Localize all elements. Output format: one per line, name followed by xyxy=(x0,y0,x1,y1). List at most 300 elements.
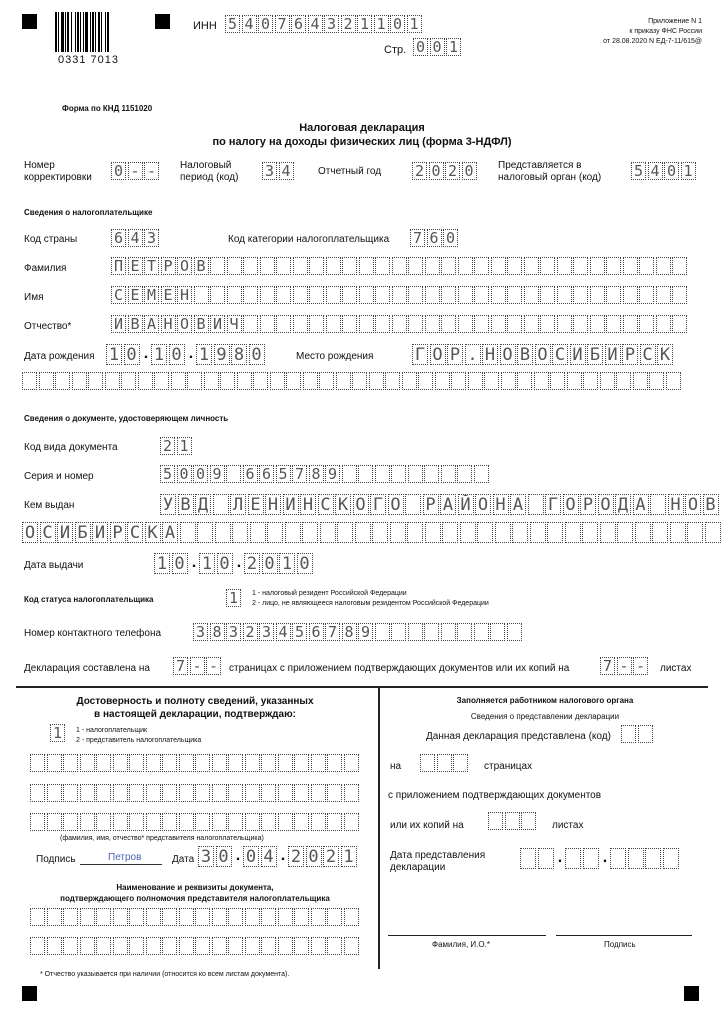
char-cell xyxy=(80,813,95,831)
char-cell: 2 xyxy=(323,846,339,867)
char-cell: 7 xyxy=(275,15,290,33)
issue-date-label: Дата выдачи xyxy=(24,560,84,571)
presented-code-field[interactable] xyxy=(621,725,654,743)
char-cell xyxy=(408,257,423,275)
char-cell xyxy=(392,286,407,304)
char-cell: 2 xyxy=(341,15,356,33)
declaration-date-field[interactable] xyxy=(198,846,358,867)
with-docs-label: с приложением подтверждающих документов xyxy=(388,790,602,801)
patronymic-field[interactable] xyxy=(111,315,689,333)
char-cell xyxy=(705,522,721,543)
char-cell: 7 xyxy=(410,229,425,247)
char-cell xyxy=(96,784,111,802)
char-cell xyxy=(458,257,473,275)
char-cell: О xyxy=(388,494,404,515)
char-cell xyxy=(162,908,177,926)
char-cell: - xyxy=(190,657,205,675)
char-cell xyxy=(320,522,336,543)
char-cell: 1 xyxy=(226,589,241,607)
char-cell xyxy=(243,257,258,275)
category-field[interactable] xyxy=(410,229,460,247)
char-cell: У xyxy=(160,494,176,515)
representative-name-line-1[interactable] xyxy=(30,754,360,772)
appendix-line-1: Приложение N 1 xyxy=(648,18,702,25)
char-cell: И xyxy=(57,522,73,543)
submit-date-label: Дата представления xyxy=(390,850,486,861)
char-cell: 7 xyxy=(600,657,615,675)
issued-by-field[interactable] xyxy=(160,494,720,515)
official-subtitle: Сведения о представлении декларации xyxy=(470,712,620,721)
char-cell: А xyxy=(144,315,159,333)
char-cell xyxy=(129,813,144,831)
inn-field[interactable] xyxy=(225,15,423,33)
representative-name-line-3[interactable] xyxy=(30,813,360,831)
char-cell xyxy=(179,784,194,802)
char-cell xyxy=(540,286,555,304)
char-cell xyxy=(520,848,536,869)
surname-field[interactable] xyxy=(111,257,689,275)
char-cell: 6 xyxy=(309,623,324,641)
char-cell: 6 xyxy=(259,465,274,483)
char-cell: Д xyxy=(195,494,211,515)
char-cell xyxy=(344,937,359,955)
status-label: Код статуса налогоплательщика xyxy=(24,595,154,604)
char-cell xyxy=(232,522,248,543)
char-cell: О xyxy=(177,315,192,333)
char-cell xyxy=(488,812,503,830)
char-cell: А xyxy=(162,522,178,543)
char-cell xyxy=(402,372,417,390)
form-subtitle: по налогу на доходы физических лиц (форма 3-НДФЛ) xyxy=(212,136,512,148)
char-cell xyxy=(30,784,45,802)
birthplace-field-line-2[interactable] xyxy=(22,372,682,390)
char-cell xyxy=(495,522,511,543)
doc-title-2: подтверждающего полномочия представителя налогоплательщика xyxy=(60,894,330,903)
char-cell xyxy=(583,848,599,869)
char-cell: 0 xyxy=(172,553,188,574)
char-cell xyxy=(457,465,472,483)
char-cell xyxy=(670,522,686,543)
char-cell xyxy=(237,372,252,390)
char-cell xyxy=(540,257,555,275)
char-cell xyxy=(228,754,243,772)
char-cell xyxy=(63,754,78,772)
char-cell xyxy=(96,754,111,772)
char-cell xyxy=(656,257,671,275)
correction-field[interactable] xyxy=(111,162,161,180)
char-cell xyxy=(441,623,456,641)
char-cell xyxy=(129,908,144,926)
char-cell: 5 xyxy=(225,15,240,33)
char-cell xyxy=(146,784,161,802)
barcode-bar xyxy=(98,12,100,52)
char-cell: 0 xyxy=(193,465,208,483)
char-cell: 1 xyxy=(106,344,122,365)
char-cell xyxy=(294,813,309,831)
char-cell xyxy=(408,623,423,641)
char-cell: - xyxy=(128,162,143,180)
char-cell: 0 xyxy=(297,553,313,574)
char-cell xyxy=(187,372,202,390)
char-cell xyxy=(573,286,588,304)
char-cell: Р xyxy=(580,494,596,515)
char-cell xyxy=(623,286,638,304)
char-cell: 2 xyxy=(160,437,175,455)
char-cell xyxy=(650,494,666,515)
char-cell: 0 xyxy=(430,38,445,56)
char-cell xyxy=(105,372,120,390)
char-cell xyxy=(212,937,227,955)
char-cell xyxy=(278,813,293,831)
barcode-bar xyxy=(101,12,102,52)
char-cell: - xyxy=(144,162,159,180)
char-cell xyxy=(435,372,450,390)
char-cell xyxy=(391,623,406,641)
char-cell xyxy=(243,286,258,304)
representative-name-line-2[interactable] xyxy=(30,784,360,802)
char-cell xyxy=(524,257,539,275)
char-cell xyxy=(63,937,78,955)
char-cell: С xyxy=(318,494,334,515)
char-cell: 0 xyxy=(243,846,259,867)
char-cell xyxy=(565,522,581,543)
char-cell: 6 xyxy=(243,465,258,483)
period-field[interactable] xyxy=(262,162,295,180)
official-pages-field[interactable] xyxy=(420,754,470,772)
char-cell: 7 xyxy=(292,465,307,483)
char-cell xyxy=(663,848,679,869)
barcode-bar xyxy=(80,12,81,52)
barcode-bar xyxy=(85,12,88,52)
date-separator: . xyxy=(557,849,563,866)
char-cell xyxy=(285,522,301,543)
char-cell: Е xyxy=(128,286,143,304)
char-cell: В xyxy=(178,494,194,515)
char-cell xyxy=(639,257,654,275)
char-cell xyxy=(540,315,555,333)
char-cell: 1 xyxy=(154,553,170,574)
char-cell xyxy=(309,286,324,304)
char-cell: 9 xyxy=(214,344,230,365)
char-cell: С xyxy=(40,522,56,543)
char-cell xyxy=(425,315,440,333)
char-cell xyxy=(327,813,342,831)
char-cell: Г xyxy=(545,494,561,515)
name-field[interactable] xyxy=(111,286,689,304)
issued-by-field-line-2[interactable] xyxy=(22,522,722,543)
char-cell xyxy=(507,257,522,275)
char-cell xyxy=(610,848,626,869)
char-cell: 1 xyxy=(407,15,422,33)
char-cell: 3 xyxy=(193,623,208,641)
char-cell: 6 xyxy=(111,229,126,247)
char-cell xyxy=(557,257,572,275)
presented-label: Данная декларация представлена (код) xyxy=(426,731,611,742)
pages-count-field[interactable] xyxy=(173,657,223,675)
char-cell xyxy=(557,286,572,304)
char-cell: 1 xyxy=(177,437,192,455)
char-cell xyxy=(47,937,62,955)
char-cell xyxy=(359,286,374,304)
country-label: Код страны xyxy=(24,234,78,245)
birthplace-field[interactable] xyxy=(412,344,675,365)
char-cell xyxy=(453,754,468,772)
official-sheets-field[interactable] xyxy=(488,812,538,830)
char-cell xyxy=(278,937,293,955)
char-cell: 7 xyxy=(325,623,340,641)
char-cell xyxy=(195,908,210,926)
char-cell: 4 xyxy=(261,846,277,867)
birthdate-field[interactable] xyxy=(106,344,266,365)
char-cell xyxy=(375,315,390,333)
char-cell xyxy=(635,522,651,543)
correction-label-2: корректировки xyxy=(24,172,92,183)
char-cell xyxy=(327,908,342,926)
char-cell xyxy=(460,522,476,543)
char-cell xyxy=(121,372,136,390)
surname-label: Фамилия xyxy=(24,263,67,274)
char-cell: 1 xyxy=(199,553,215,574)
char-cell xyxy=(276,257,291,275)
char-cell: Б xyxy=(587,344,603,365)
char-cell xyxy=(311,784,326,802)
char-cell xyxy=(501,372,516,390)
char-cell xyxy=(505,812,520,830)
char-cell xyxy=(336,372,351,390)
char-cell: И xyxy=(570,344,586,365)
phone-field[interactable] xyxy=(193,623,523,641)
sign-line xyxy=(556,935,692,936)
patronymic-label: Отчество* xyxy=(24,321,72,332)
column-divider xyxy=(378,687,380,969)
sheets-count-field[interactable] xyxy=(600,657,650,675)
authority-doc-line-2[interactable] xyxy=(30,937,360,955)
char-cell xyxy=(425,286,440,304)
char-cell xyxy=(507,286,522,304)
char-cell xyxy=(63,908,78,926)
char-cell xyxy=(228,908,243,926)
appendix-line-2: к приказу ФНС России xyxy=(629,28,702,35)
char-cell xyxy=(253,372,268,390)
confirm-code-field[interactable] xyxy=(50,724,67,742)
status-field[interactable] xyxy=(226,589,243,607)
char-cell: 3 xyxy=(259,623,274,641)
char-cell: 7 xyxy=(173,657,188,675)
doc-type-field[interactable] xyxy=(160,437,193,455)
char-cell: О xyxy=(430,344,446,365)
char-cell xyxy=(337,522,353,543)
char-cell xyxy=(582,522,598,543)
char-cell xyxy=(195,813,210,831)
char-cell xyxy=(524,286,539,304)
pages-label-2: страницах с приложением подтверждающих документов или их копий на xyxy=(229,663,570,674)
country-field[interactable] xyxy=(111,229,161,247)
submit-date-field[interactable] xyxy=(520,848,680,869)
char-cell xyxy=(474,315,489,333)
char-cell: 1 xyxy=(374,15,389,33)
char-cell xyxy=(359,315,374,333)
char-cell xyxy=(250,522,266,543)
char-cell: 3 xyxy=(144,229,159,247)
char-cell xyxy=(344,784,359,802)
char-cell xyxy=(96,937,111,955)
corner-marker xyxy=(155,14,170,29)
char-cell xyxy=(113,937,128,955)
char-cell: - xyxy=(206,657,221,675)
char-cell xyxy=(30,813,45,831)
page-label: Стр. xyxy=(384,44,407,56)
char-cell xyxy=(162,937,177,955)
name-label: Имя xyxy=(24,292,44,303)
char-cell xyxy=(567,372,582,390)
series-label: Серия и номер xyxy=(24,471,94,482)
char-cell xyxy=(458,286,473,304)
char-cell: О xyxy=(685,494,701,515)
footnote: * Отчество указывается при наличии (относится ко всем листам документа). xyxy=(40,971,290,978)
char-cell: Р xyxy=(447,344,463,365)
char-cell xyxy=(521,812,536,830)
char-cell: Д xyxy=(615,494,631,515)
char-cell xyxy=(530,522,546,543)
char-cell xyxy=(375,623,390,641)
char-cell xyxy=(517,372,532,390)
char-cell: 1 xyxy=(446,38,461,56)
char-cell: О xyxy=(563,494,579,515)
char-cell xyxy=(352,372,367,390)
char-cell xyxy=(294,937,309,955)
char-cell xyxy=(491,257,506,275)
date-separator: . xyxy=(602,849,608,866)
char-cell: Е xyxy=(248,494,264,515)
char-cell xyxy=(180,522,196,543)
copies-label: или их копий на xyxy=(390,820,464,831)
char-cell: И xyxy=(210,315,225,333)
char-cell xyxy=(47,754,62,772)
char-cell: Н xyxy=(493,494,509,515)
organ-field[interactable] xyxy=(631,162,697,180)
char-cell: О xyxy=(22,522,38,543)
char-cell xyxy=(267,522,283,543)
char-cell: Т xyxy=(144,257,159,275)
char-cell xyxy=(369,372,384,390)
char-cell xyxy=(261,937,276,955)
char-cell: В xyxy=(703,494,719,515)
corner-marker xyxy=(684,986,699,1001)
char-cell: 0 xyxy=(216,846,232,867)
char-cell xyxy=(96,813,111,831)
char-cell xyxy=(474,465,489,483)
date-separator: . xyxy=(191,554,197,571)
char-cell xyxy=(197,522,213,543)
char-cell: 0 xyxy=(217,553,233,574)
char-cell xyxy=(407,522,423,543)
char-cell: 0 xyxy=(262,553,278,574)
char-cell: 0 xyxy=(111,162,126,180)
char-cell: Л xyxy=(230,494,246,515)
char-cell: . xyxy=(465,344,481,365)
char-cell: О xyxy=(177,257,192,275)
barcode-bar xyxy=(67,12,69,52)
char-cell xyxy=(319,372,334,390)
barcode-bar xyxy=(55,12,57,52)
official-sheets-label: листах xyxy=(552,820,584,831)
year-field[interactable] xyxy=(412,162,478,180)
authority-doc-line-1[interactable] xyxy=(30,908,360,926)
char-cell xyxy=(129,937,144,955)
char-cell: 2 xyxy=(288,846,304,867)
corner-marker xyxy=(22,986,37,1001)
char-cell xyxy=(583,372,598,390)
page-number-field[interactable] xyxy=(413,38,463,56)
char-cell xyxy=(113,784,128,802)
birthplace-label: Место рождения xyxy=(296,351,374,362)
char-cell xyxy=(80,908,95,926)
char-cell: 9 xyxy=(358,623,373,641)
char-cell xyxy=(355,522,371,543)
char-cell xyxy=(590,286,605,304)
doc-title: Наименование и реквизиты документа, xyxy=(116,883,274,892)
correction-label: Номер xyxy=(24,160,55,171)
char-cell: М xyxy=(144,286,159,304)
char-cell xyxy=(47,813,62,831)
char-cell xyxy=(227,257,242,275)
char-cell xyxy=(146,813,161,831)
char-cell xyxy=(39,372,54,390)
char-cell xyxy=(260,315,275,333)
char-cell: 0 xyxy=(258,15,273,33)
char-cell xyxy=(278,908,293,926)
char-cell xyxy=(342,315,357,333)
char-cell xyxy=(146,937,161,955)
char-cell: 8 xyxy=(342,623,357,641)
char-cell: К xyxy=(145,522,161,543)
char-cell: В xyxy=(194,315,209,333)
char-cell: Р xyxy=(622,344,638,365)
series-field[interactable] xyxy=(160,465,490,483)
char-cell: 0 xyxy=(169,344,185,365)
char-cell: И xyxy=(283,494,299,515)
char-cell xyxy=(424,465,439,483)
char-cell xyxy=(507,623,522,641)
issue-date-field[interactable] xyxy=(154,553,314,574)
char-cell xyxy=(441,286,456,304)
char-cell: 1 xyxy=(341,846,357,867)
char-cell: 0 xyxy=(429,162,444,180)
char-cell: 1 xyxy=(151,344,167,365)
char-cell: В xyxy=(128,315,143,333)
char-cell xyxy=(327,754,342,772)
form-title: Налоговая декларация xyxy=(299,122,425,134)
char-cell xyxy=(468,372,483,390)
char-cell xyxy=(245,937,260,955)
char-cell: 0 xyxy=(177,465,192,483)
char-cell xyxy=(534,372,549,390)
char-cell: 5 xyxy=(631,162,646,180)
char-cell: 4 xyxy=(279,162,294,180)
char-cell xyxy=(344,754,359,772)
char-cell: 2 xyxy=(445,162,460,180)
char-cell xyxy=(639,286,654,304)
char-cell: А xyxy=(440,494,456,515)
char-cell: 5 xyxy=(276,465,291,483)
char-cell xyxy=(210,257,225,275)
char-cell: 3 xyxy=(198,846,214,867)
char-cell xyxy=(565,848,581,869)
char-cell: Н xyxy=(668,494,684,515)
char-cell: 2 xyxy=(244,553,260,574)
year-label: Отчетный год xyxy=(318,166,382,177)
category-label: Код категории налогоплательщика xyxy=(228,234,390,245)
